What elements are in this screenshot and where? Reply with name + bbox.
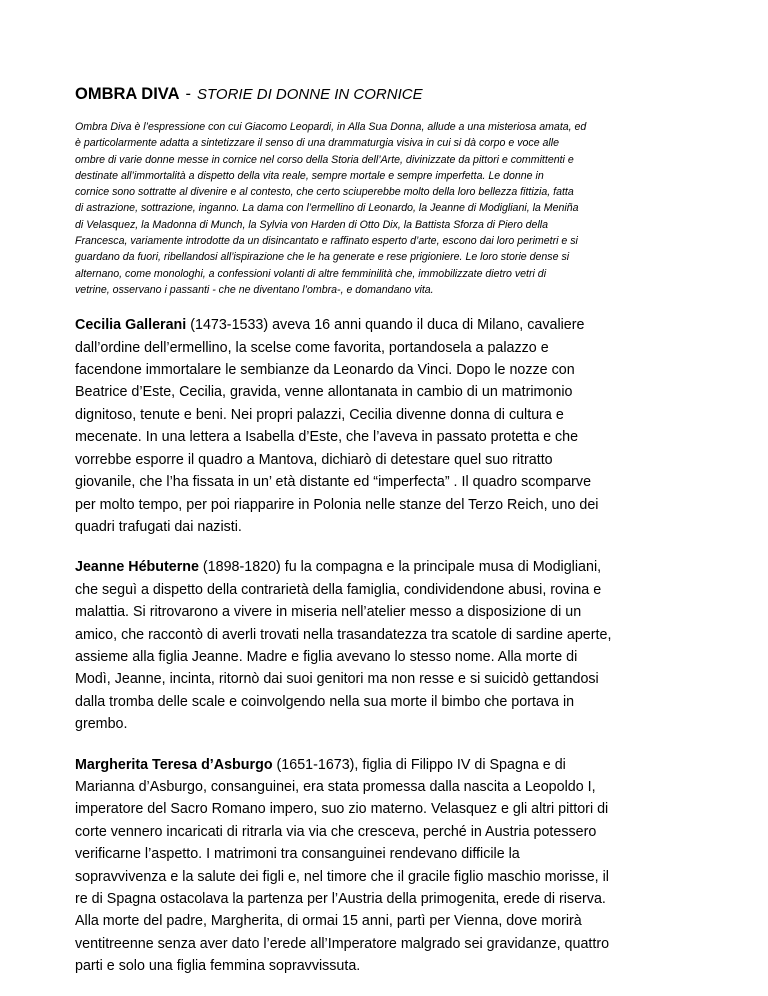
intro-line: cornice sono sottratte al divenire e al contesto, che certo sciuperebbe molto della loro bellezza fittizia, fatta [75,186,574,199]
title-subtitle: STORIE DI DONNE IN CORNICE [197,86,423,103]
section-line: Beatrice d’Este, Cecilia, gravida, venne allontanata in cambio di un matrimonio [75,384,573,401]
section-line: mecenate. In una lettera a Isabella d’Este, che l’aveva in passato protetta e che [75,429,579,446]
intro-line: alternano, come monologhi, a confessioni volanti di altre femminilità che, immobilizzate dietro vetri di [75,267,547,280]
section-line: Modì, Jeanne, incinta, ritornò dai suoi genitori ma non resse e si suicidò gettandosi [75,671,599,688]
intro-line: di Velasquez, la Madonna di Munch, la Sylvia von Harden di Otto Dix, la Battista Sforza di Piero della [75,218,549,231]
section-line: dignitoso, tenute e beni. Nei propri palazzi, Cecilia divenne donna di cultura e [75,406,564,423]
section-line: parti e solo una figlia femmina sopravvissuta. [75,958,361,975]
section-line: Alla morte del padre, Margherita, di ormai 15 anni, partì per Vienna, dove morirà [75,913,582,930]
section-name: Cecilia Gallerani [75,317,187,334]
section-line: facendone immortalare le sembianze da Leonardo da Vinci. Dopo le nozze con [75,362,575,379]
intro-line: Francesca, variamente introdotte da un disincantato e raffinato esperto d’arte, escono dai loro perimetri e si [75,235,578,248]
title-separator: - [185,85,191,103]
intro-line: di astrazione, sottrazione, inganno. La dama con l’ermellino di Leonardo, la Jeanne di Modigliani, la Meniña [75,202,579,215]
intro-paragraph [75,119,705,298]
intro-line: vetrine, osservano i passanti - che ne diventano l’ombra-, e domandano vita. [75,283,434,296]
intro-line: è particolarmente adatta a sintetizzare il senso di una drammaturgia visiva in cui si dà corpo e voce alle [75,137,560,150]
section-cecilia-gallerani [75,314,705,538]
section-line: quadri trafugati dai nazisti. [75,518,242,535]
section-line: corte vennero incaricati di ritrarla via via che cresceva, perché in Austria potessero [75,823,597,840]
section-line: Marianna d’Asburgo, consanguinei, era stata promessa dalla nascita a Leopoldo I, [75,778,596,795]
document-page [75,84,705,996]
section-line: malattia. Si ritrovarono a vivere in miseria nell’atelier messo a disposizione di un [75,604,582,621]
section-first-line-text: (1651-1673), figlia di Filippo IV di Spagna e di [272,756,566,773]
section-jeanne-hebuterne [75,556,705,735]
section-first-line-text: (1473-1533) aveva 16 anni quando il duca di Milano, cavaliere [186,317,585,334]
section-line: re di Spagna ostacolava la partenza per l’Austria della primogenita, erede di riserva. [75,891,606,908]
section-line: dall’ordine dell’ermellino, la scelse come favorita, portandosela a palazzo e [75,339,549,356]
section-line: che seguì a dispetto della contrarietà della famiglia, condividendone abusi, rovina e [75,581,602,598]
section-line: imperatore del Sacro Romano impero, suo zio materno. Velasquez e gli altri pittori di [75,801,609,818]
intro-line: ombre di varie donne messe in cornice nel corso della Storia dell’Arte, divinizzate da pittori e committenti e [75,153,574,166]
section-line: verificarne l’aspetto. I matrimoni tra consanguinei rendevano difficile la [75,846,520,863]
section-first-line [75,556,705,578]
section-line: dalla tromba delle scale e coinvolgendo nella sua morte il bimbo che portava in [75,693,575,710]
section-line: assieme alla figlia Jeanne. Madre e figlia avevano lo stesso nome. Alla morte di [75,648,578,665]
section-name: Margherita Teresa d’Asburgo [75,756,273,773]
intro-line: guardano da fuori, ribellandosi all’ispirazione che le ha generate e rese prigioniere. Le loro storie dense si [75,251,570,264]
document-title [75,84,705,105]
section-line: per molto tempo, per poi riapparire in Polonia nelle stanze del Terzo Reich, uno dei [75,496,599,513]
section-line: ventitreenne senza aver dato l’erede all’Imperatore malgrado sei gravidanze, quattro [75,935,610,952]
section-line: sopravvivenza e la salute dei figli e, nel timore che il gracile figlio maschio morisse, il [75,868,609,885]
section-line: grembo. [75,716,128,733]
intro-line: Ombra Diva è l’espressione con cui Giacomo Leopardi, in Alla Sua Donna, allude a una misteriosa amata, ed [75,121,587,133]
section-margherita-teresa [75,754,705,978]
intro-line: destinate all’immortalità a dispetto della vita reale, sempre mortale e sempre imperfetta. Le donne in [75,169,544,182]
title-main: OMBRA DIVA [75,85,180,103]
section-first-line-text: (1898-1820) fu la compagna e la principale musa di Modigliani, [198,559,602,576]
section-name: Jeanne Hébuterne [75,559,199,576]
section-line: vorrebbe esporre il quadro a Mantova, dichiarò di detestare quel suo ritratto [75,451,553,468]
section-first-line [75,754,705,776]
section-first-line [75,314,705,336]
section-line: amico, che raccontò di averli trovati nella trasandatezza tra scatole di sardine aperte, [75,626,612,643]
section-line: giovanile, che l’ha fissata in un’ età distante ed “imperfecta” . Il quadro scomparve [75,474,592,491]
